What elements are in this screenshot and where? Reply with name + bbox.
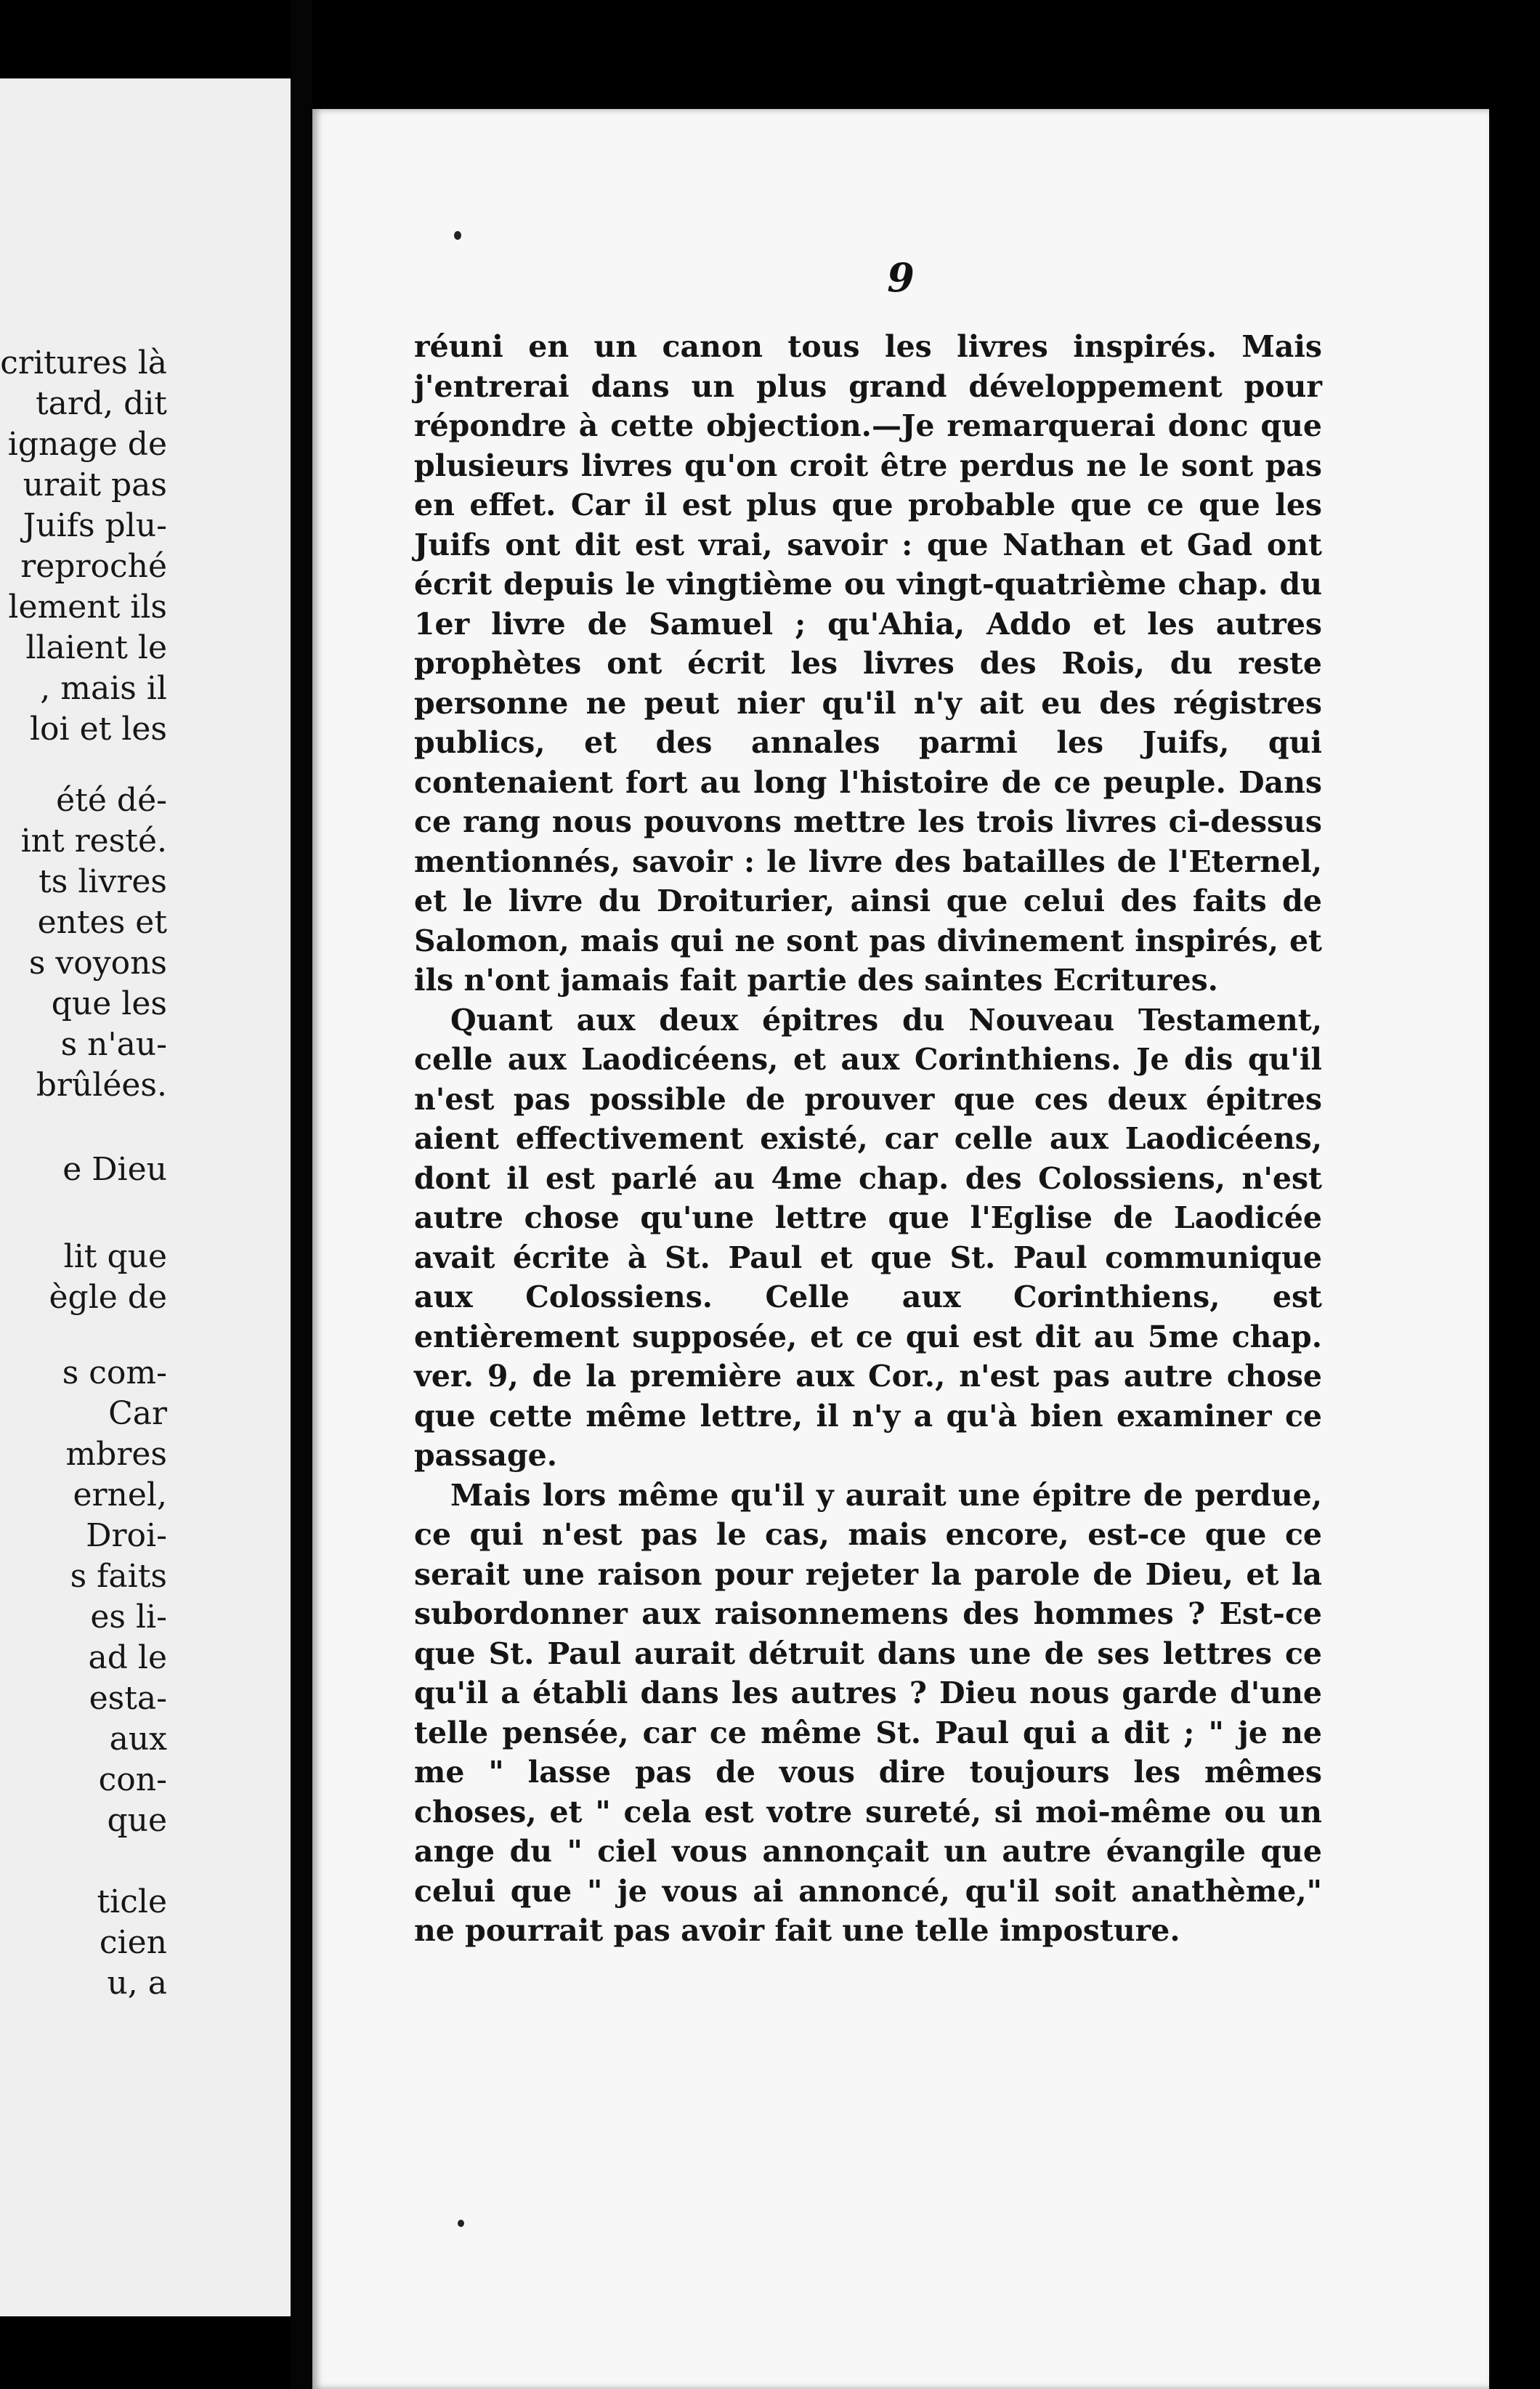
paragraph: Mais lors même qu'il y aurait une épitre de perdue, ce qui n'est pas le cas, mais encore, est-ce que ce serait une raison pour rejeter la parole de Dieu, et la subordonner aux raisonnemens des hommes ? Est-ce que St. Paul aurait détruit dans une de ses lettres ce qu'il a établi dans les autres ? Dieu nous garde d'une telle pensée, car ce même St. Paul qui a dit ; " je ne me " lasse pas de vous dire toujours les mêmes choses, et " cela est votre sureté, si moi-même ou un ange du " ciel vous annonçait un autre évangile que celui que " je vous ai annoncé, qu'il soit anathème," ne pourrait pas avoir fait une telle imposture. [414,1477,1322,1948]
facing-page-line: int resté. [20,822,167,860]
facing-page-line: loi et les [29,711,167,748]
facing-page-line: mbres [65,1436,167,1473]
facing-page-line: critures là [0,344,167,381]
print-speck [458,2220,464,2227]
facing-page-line: brûlées. [36,1067,167,1104]
facing-page-line: ad le [88,1639,167,1676]
facing-page-line: ernel, [73,1476,167,1513]
facing-page-line: s n'au- [60,1026,167,1063]
page-body [414,327,1322,1951]
facing-page-line: lit que [63,1238,167,1275]
facing-page-line: e Dieu [62,1151,167,1188]
facing-page-line: urait pas [23,466,167,504]
facing-page-line: Juifs plu- [23,507,167,544]
facing-page-line: lement ils [8,589,167,626]
facing-page-line: ticle [97,1883,167,1920]
facing-page-line: con- [98,1761,167,1798]
paragraph: Quant aux deux épitres du Nouveau Testament, celle aux Laodicéens, et aux Corinthiens. Je dis qu'il n'est pas possible de prouver que ces deux épitres aient effectivement existé, car celle aux Laodicéens, dont il est parlé au 4me chap. des Colossiens, n'est autre chose qu'une lettre que l'Eglise de Laodicée avait écrite à St. Paul et que St. Paul communique aux Colossiens. Celle aux Corinthiens, est entièrement supposée, et ce qui est dit au 5me chap. ver. 9, de la première aux Cor., n'est pas autre chose que cette même lettre, il n'y a qu'à bien examiner ce passage. [414,1002,1322,1473]
facing-page-line: reproché [20,548,167,585]
facing-page-line: , mais il [40,670,167,707]
facing-page-line: entes et [37,904,167,941]
print-speck [454,231,461,240]
facing-page-line: Car [108,1395,167,1432]
facing-page-line: esta- [89,1680,167,1717]
facing-page-line: u, a [107,1965,167,2002]
facing-page-line: llaient le [25,629,167,666]
facing-page-line: ignage de [7,426,167,463]
facing-page-line: aux [109,1721,167,1758]
facing-page-line: cien [99,1924,167,1961]
facing-page-line: été dé- [56,782,167,819]
facing-page-line: es li- [90,1598,167,1636]
page-number: 9 [887,254,915,301]
facing-page-line: ègle de [49,1279,167,1316]
facing-page-line: ts livres [38,863,167,900]
facing-page-line: que [107,1802,167,1839]
book-gutter [291,0,312,2389]
facing-page-line: s voyons [28,945,167,982]
facing-page-line: que les [51,985,167,1022]
paragraph: réuni en un canon tous les livres inspirés. Mais j'entrerai dans un plus grand développement pour répondre à cette objection.—Je remarquerai donc que plusieurs livres qu'on croit être perdus ne le sont pas en effet. Car il est plus que probable que ce que les Juifs ont dit est vrai, savoir : que Nathan et Gad ont écrit depuis le vingtième ou vingt-quatrième chap. du 1er livre de Samuel ; qu'Ahia, Addo et les autres prophètes ont écrit les livres des Rois, du reste personne ne peut nier qu'il n'y ait eu des régistres publics, et des annales parmi les Juifs, qui contenaient fort au long l'histoire de ce peuple. Dans ce rang nous pouvons mettre les trois livres ci-dessus mentionnés, savoir : le livre des batailles de l'Eternel, et le livre du Droiturier, ainsi que celui des faits de Salomon, mais qui ne sont pas divinement inspirés, et ils n'ont jamais fait partie des saintes Ecritures. [414,329,1322,998]
facing-page-line: tard, dit [35,385,167,422]
facing-page-line: s faits [70,1558,167,1595]
facing-page-line: Droi- [86,1517,167,1554]
main-page [312,109,1489,2389]
facing-page-line: s com- [62,1354,167,1391]
facing-page-fragment [0,78,291,2316]
